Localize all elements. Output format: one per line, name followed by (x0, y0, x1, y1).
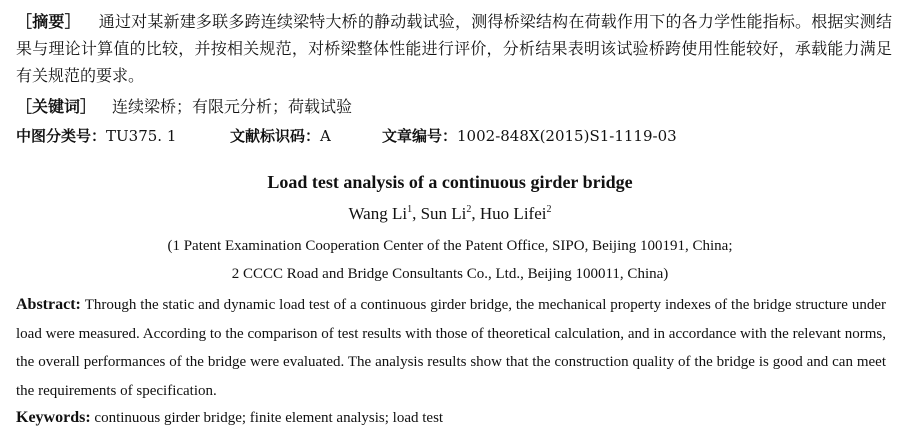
article-number-value: 1002-848X(2015)S1-1119-03 (457, 127, 677, 145)
english-affiliation-1: (1 Patent Examination Cooperation Center of the Patent Office, SIPO, Beijing 100191, China; (167, 238, 733, 254)
chinese-abstract (16, 8, 892, 89)
english-abstract (16, 291, 886, 405)
english-title: Load test analysis of a continuous girder bridge (267, 172, 633, 192)
author-name: Wang Li (348, 204, 408, 223)
clc-label: 中图分类号： (16, 127, 107, 145)
english-keywords-text: continuous girder bridge; finite element analysis; load test (94, 410, 444, 426)
chinese-keywords-label: ［关键词］ (16, 97, 97, 116)
clc-number (16, 124, 230, 148)
article-number-label: 文章编号： (382, 127, 458, 145)
author-name: Sun Li (420, 204, 467, 223)
document-code-value: A (320, 127, 331, 145)
document-code (230, 124, 382, 148)
author-affiliation-mark: 1 (407, 204, 413, 215)
english-affiliation-2: 2 CCCC Road and Bridge Consultants Co., Ltd., Beijing 100011, China) (231, 266, 669, 282)
author-affiliation-mark: 2 (466, 204, 472, 215)
english-abstract-text: Through the static and dynamic load test of a continuous girder bridge, the mechanical property indexes of the bridge structure under load were measured. According to the comparison of test results with those of theoretical calculation, and in accordance with the relevant norms, the overall performances of the bridge were evaluated. The analysis results show that the construction quality of the bridge is good and can meet the requirements of specification. (16, 297, 886, 399)
chinese-keywords-text: 连续梁桥；有限元分析；荷载试验 (112, 97, 353, 116)
chinese-abstract-label: ［摘要］ (16, 12, 81, 31)
clc-value: TU375. 1 (106, 127, 177, 145)
author-affiliation-mark: 2 (546, 204, 552, 215)
chinese-keywords (16, 95, 352, 119)
english-abstract-label: Abstract: (16, 296, 81, 313)
document-code-label: 文献标识码： (230, 127, 321, 145)
english-keywords-label: Keywords: (16, 409, 91, 426)
author-name: Huo Lifei (479, 204, 547, 223)
english-keywords (16, 405, 443, 431)
article-number (382, 124, 677, 148)
chinese-abstract-text: 通过对某新建多联多跨连续梁特大桥的静动载试验，测得桥梁结构在荷载作用下的各力学性能指标。根据实测结果与理论计算值的比较，并按相关规范，对桥梁整体性能进行评价，分析结果表明该试验桥跨使用性能较好，承载能力满足有关规范的要求。 (16, 12, 892, 85)
english-authors: Wang Li$^1$, Sun Li$^2$, Huo Lifei$^2$ (348, 204, 552, 223)
chinese-metadata-line (16, 124, 677, 148)
